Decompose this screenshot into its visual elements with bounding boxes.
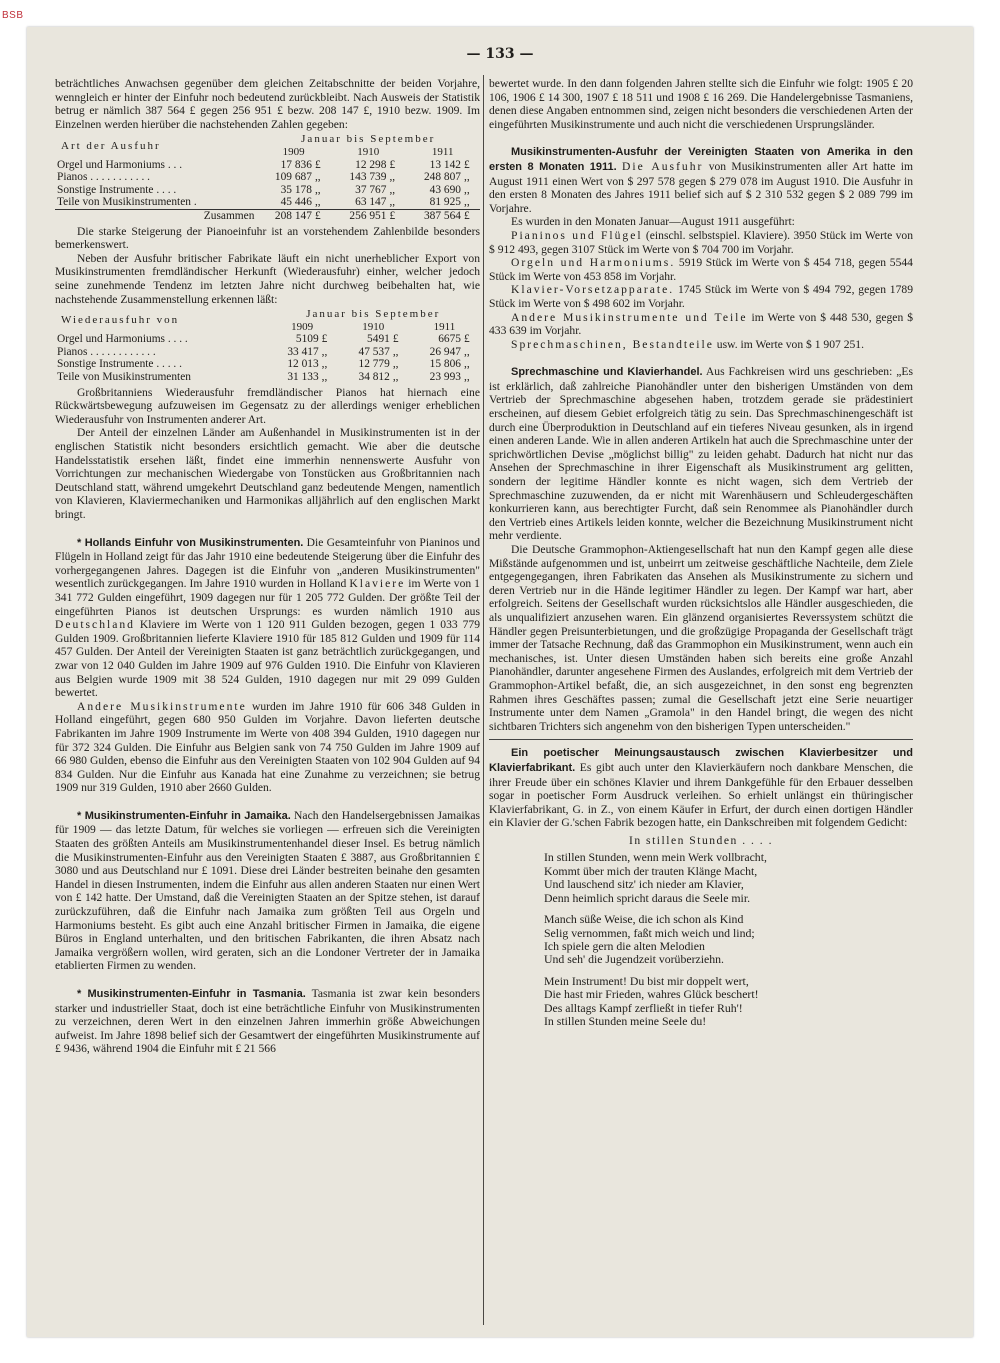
cell: 37 767 — [355, 183, 387, 196]
unit: ,, — [464, 371, 470, 384]
section-jamaika — [55, 809, 480, 973]
unit: ,, — [321, 358, 328, 371]
text: im Werte von 1 341 772 Gulden eingeführt, 1909 dagegen nur für 1 205 772 Gulden. Der größte Teil der eingeführten Pianos ist deutschen Ursprungs: es wurden nämlich 1910 aus — [55, 577, 480, 618]
section-heading: Musikinstrumenten-Ausfuhr der Vereinigten Staaten von Amerika in den ersten 8 Monaten 1911. — [489, 146, 913, 173]
unit: £ — [388, 209, 405, 222]
row-label: Pianos . . . . . . . . . . . — [57, 171, 151, 184]
paragraph: Die starke Steigerung der Pianoeinfuhr ist an vorstehendem Zahlenbilde besonders bemerkenswert. — [55, 224, 480, 252]
cell: 23 993 — [429, 371, 461, 384]
paragraph: Neben der Ausfuhr britischer Fabrikate läuft ein nicht unerheblicher Export von Musikinstrumenten fremdländischer Herkunft (Wiederausfuhr) einher, welcher jedoch seine zunehmende Tendenz im letzten Jahre nicht durchweg beibehalten hat, wie nachstehende Zusammenstellung erkennen läßt: — [55, 251, 480, 306]
row-label: Teile von Musikinstrumenten . — [57, 196, 197, 209]
table-year: 1909 — [282, 145, 305, 158]
row-label: Sonstige Instrumente . . . . — [57, 183, 177, 196]
poem-line: Manch süße Weise, die ich schon als Kind — [544, 912, 744, 927]
unit: ,, — [321, 371, 328, 384]
text: wurden im Jahre 1910 für 606 348 Gulden in Holland eingeführt, gegen 680 950 Gulden im Vorjahre. Davon lieferten deutsche Fabrikanten im Jahre 1909 Instrumente im Werte von 408 394 Gulden, 1910 dagegen nur für 372 324 Gulden. Die Einfuhr aus Belgien sank von 74 750 Gulden im Jahre 1909 auf 66 980 Gulden, ebenso die Einfuhr aus den Vereinigten Staaten von 102 904 Gulden auf 94 834 Gulden. Nur die Einfuhr aus Kanada hat eine Zunahme zu verzeichnen; sie betrug 1909 nur 319 Gulden, 1910 aber 2660 Gulden. — [55, 699, 481, 795]
column-divider — [483, 75, 484, 1325]
poem-line: Ich spiele gern die alten Melodien — [544, 938, 705, 953]
table-row — [55, 333, 480, 346]
table-row — [55, 346, 480, 359]
right-column — [489, 77, 913, 1036]
unit: ,, — [464, 171, 470, 184]
unit: ,, — [464, 358, 470, 371]
row-label: Orgel und Harmoniums . . . . — [57, 333, 188, 346]
poem-line: Die hast mir Frieden, wahres Glück beschert! — [544, 987, 759, 1002]
poem-line: In stillen Stunden meine Seele du! — [544, 1013, 707, 1028]
emphasis: Andere Musikinstrumente und Teile — [511, 310, 748, 324]
unit: ,, — [314, 196, 321, 209]
table-year: 1911 — [431, 145, 454, 158]
poem-line: Mein Instrument! Du bist mir doppelt wert, — [544, 973, 749, 988]
paragraph — [489, 229, 913, 256]
cell: 208 147 — [256, 209, 314, 222]
poem-stanza — [544, 975, 913, 1029]
unit: ,, — [314, 183, 321, 196]
table-year: 1911 — [433, 320, 456, 333]
unit: ,, — [464, 345, 470, 358]
emphasis: Die Ausfuhr — [621, 159, 704, 173]
cell: 43 690 — [429, 183, 461, 196]
export-table — [55, 133, 480, 222]
unit: £ — [314, 209, 331, 222]
unit: ,, — [314, 171, 321, 184]
table-period: Januar bis September — [306, 308, 441, 321]
table-row — [55, 358, 480, 371]
text: usw. im Werte von $ 1 907 251. — [716, 337, 864, 351]
text: Klaviere im Werte von 1 120 911 Gulden bezogen, gegen 1 033 779 Gulden 1909. Großbritannien lieferte Klaviere 1910 für 185 812 Gulden und 1909 für 114 457 Gulden. Der Anteil der Vereinigten Staaten ist ganz beträchtlich zurückgegangen, und zwar von 12 040 Gulden im Jahre 1909 auf 976 Gulden 1910. Die Einfuhr von Klavieren aus Belgien wurde 1909 mit 38 524 Gulden, 1910 dagegen nur mit 29 099 Gulden bewertet. — [55, 618, 481, 700]
cell: 34 812 — [358, 371, 390, 384]
cell: 6675 — [438, 333, 461, 346]
left-column — [55, 77, 480, 1056]
emphasis: Orgeln und Harmoniums. — [511, 256, 676, 270]
unit: ,, — [392, 345, 399, 358]
unit: £ — [321, 333, 328, 346]
table-col-label: Wiederausfuhr von — [61, 314, 180, 327]
table-row — [55, 371, 480, 384]
poem-line: Denn heimlich spricht daraus die Seele mir. — [544, 890, 751, 905]
unit: £ — [464, 333, 470, 346]
cell: 12 013 — [287, 358, 319, 371]
paragraph: Großbritanniens Wiederausfuhr fremdländischer Pianos hat hiernach eine Rückwärtsbewegung aufzuweisen im Gegensatz zu der allerdings weniger erheblichen Wiederausfuhr von Instrumenten anderer Art. — [55, 385, 480, 426]
section-usa-export — [489, 145, 913, 215]
emphasis: Pianinos und Flügel — [511, 228, 643, 242]
paragraph: Der Anteil der einzelnen Länder am Außenhandel in Musikinstrumenten ist in der englischen Statistik nicht besonders ersichtlich gemacht. Wie aber die deutsche Handelsstatistik ersehen läßt, findet eine immerhin nennenswerte Ausfuhr von Vorrichtungen zur mechanischen Wiedergabe von Tonstücken aus Großbritannien nach Deutschland statt, während umgekehrt Deutschland ganz bedeutende Mengen, namentlich von Klavieren, Klaviermechaniken und Harmonikas alljährlich auf den englischen Markt bringt. — [55, 426, 480, 521]
cell: 13 142 — [429, 158, 461, 171]
text: Tasmania ist zwar kein besonders starker und industrieller Staat, doch ist eine beträchtliche Einfuhr von Musikinstrumenten zu verzeichnen, deren Wert in den einzelnen Jahren immerhin größe Abweichungen aufweist. Im Jahre 1898 belief sich der Gesamtwert der eingeführten Musikinstrumente auf £ 9436, während 1904 die Einfuhr mit £ 21 566 — [55, 987, 480, 1056]
cell: 256 951 — [331, 209, 389, 222]
text: Die Gesamteinfuhr von Pianinos und Flügeln in Holland zeigt für das Jahr 1910 eine bedeutende Steigerung über die Einfuhr des vorhergegangenen Jahres. Dagegen ist die Einfuhr von „anderen Musikinstrumenten" wesentlich zurückgegangen. Im Jahre 1910 wurden in Holland — [55, 535, 480, 591]
section-divider — [489, 739, 913, 740]
paragraph — [489, 283, 913, 310]
table-period: Januar bis September — [301, 133, 436, 146]
row-label: Orgel und Harmoniums . . . — [57, 158, 183, 171]
paragraph: Es wurden in den Monaten Januar—August 1911 ausgeführt: — [511, 215, 795, 229]
unit: ,, — [392, 358, 399, 371]
document-page — [27, 27, 973, 1337]
poem-line: In stillen Stunden, wenn mein Werk vollbracht, — [544, 850, 767, 865]
cell: 33 417 — [287, 345, 319, 358]
row-label: Teile von Musikinstrumenten — [57, 371, 191, 384]
unit: ,, — [389, 196, 396, 209]
table-row — [55, 159, 480, 172]
paragraph: bewertet wurde. In den dann folgenden Jahren stellte sich die Einfuhr wie folgt: 1905 £ 20 106, 1906 £ 14 300, 1907 £ 18 511 und 1908 £ 16 269. Die Handelergebnisse Tasmaniens, denen diese Angaben entnommen sind, zeigen nicht besonders die verschiedenen Arten der eingeführten Musikinstrumente und auch nicht die verschiedenen Ursprungsländer. — [489, 77, 913, 131]
poem — [489, 851, 913, 1028]
page-number: — 133 — — [466, 46, 534, 62]
cell: 5109 — [295, 333, 319, 346]
unit: £ — [314, 158, 321, 171]
cell: 63 147 — [355, 196, 387, 209]
paragraph — [489, 311, 913, 338]
poem-line: Des alltags Kampf zerfließt in tiefer Ruh'! — [544, 1000, 743, 1015]
text: 5919 Stück im Werte von $ 454 718, gegen 5544 Stück im Werte von 453 858 im Vorjahr. — [489, 256, 913, 283]
unit: ,, — [321, 345, 328, 358]
unit: ,, — [464, 196, 470, 209]
unit: £ — [464, 158, 470, 171]
section-sprechmaschine — [489, 365, 913, 543]
section-heading: * Hollands Einfuhr von Musikinstrumenten. — [77, 536, 304, 549]
poem-line: Selig vernommen, faßt mich weich und lind; — [544, 925, 755, 940]
cell: 17 836 — [280, 158, 312, 171]
cell: 15 806 — [429, 358, 461, 371]
table-row — [55, 171, 480, 184]
cell: 31 133 — [287, 371, 319, 384]
reexport-table — [55, 308, 480, 384]
table-row — [55, 184, 480, 197]
section-poem-exchange — [489, 746, 913, 830]
paragraph — [489, 338, 913, 352]
emphasis: Klavier-Vorsetzapparate. — [511, 283, 675, 297]
poem-line: Und seh' die Jugendzeit vorüberziehn. — [544, 952, 725, 967]
text: (einschl. selbstspiel. Klaviere). 3950 Stück im Werte von $ 912 493, gegen 3107 Stück im Werte von $ 704 700 im Vorjahr. — [489, 228, 913, 256]
cell: 45 446 — [280, 196, 312, 209]
unit: ,, — [392, 371, 399, 384]
poem-stanza — [544, 851, 913, 905]
poem-stanza — [544, 913, 913, 967]
poem-line: Kommt über mich der trauten Klänge Macht, — [544, 863, 758, 878]
text: von Musikinstrumenten aller Art hatte im August 1911 einen Wert von $ 297 578 gegen $ 279 078 im August 1910. Die Ausfuhr in den ersten 8 Monaten des Jahres 1911 belief sich auf $ 2 310 532 gegen $ 2 089 799 im Vorjahre. — [489, 159, 913, 215]
paragraph — [489, 256, 913, 283]
text: im Werte von $ 448 530, gegen $ 433 639 im Vorjahr. — [489, 310, 914, 338]
unit: £ — [463, 209, 480, 222]
cell: 47 537 — [358, 345, 390, 358]
cell: 12 298 — [355, 158, 387, 171]
unit: ,, — [389, 183, 396, 196]
text: Nach den Handelsergebnissen Jamaikas für 1909 — das letzte Datum, für welches sie vorliegen — erfreuen sich die Vereinigten Staaten des größten Anteils am Musikinstrumentenhandel dieser Insel. Es betrug nämlich die Musikinstrumenten-Einfuhr aus den Vereinigten Staaten £ 3887, aus Großbritannien £ 3080 und aus Deutschland nur £ 1091. Diese drei Länder bestreiten beinahe den gesamten Handel in diesen Instrumenten, indem die Einfuhr aus allen anderen Staaten nur einen Wert von £ 142 hatte. Der Umstand, daß die Vereinigten Staaten an der Spitze stehen, ist darauf zurückzuführen, daß die Einfuhr nach Jamaika zum größten Teil aus Orgeln und Harmoniums besteht. Es gibt auch eine Anzahl britischer Firmen in Jamaika, die eigene Büros in England unterhalten, und den britischen Fabrikanten, die ihren Absatz nach Jamaika vergrößern wollen, wird geraten, sich an die Londoner Vertreter der in Jamaika etablierten Firmen zu wenden. — [55, 808, 481, 973]
emphasis: Sprechmaschinen, Bestandteile — [511, 337, 714, 351]
table-col-label: Art der Ausfuhr — [61, 139, 161, 152]
poem-line: Und lauschend sitz' ich nieder am Klavier, — [544, 877, 744, 892]
cell: 35 178 — [280, 183, 312, 196]
unit: ,, — [389, 171, 396, 184]
cell: 248 807 — [423, 171, 461, 184]
emphasis: Klaviere — [349, 577, 406, 591]
table-year: 1910 — [357, 145, 380, 158]
section-holland — [55, 536, 480, 700]
table-row — [55, 196, 480, 209]
section-heading: * Musikinstrumenten-Einfuhr in Jamaika. — [77, 809, 291, 822]
section-heading: * Musikinstrumenten-Einfuhr in Tasmania. — [77, 988, 306, 1000]
cell: 143 739 — [349, 171, 387, 184]
row-label: Pianos . . . . . . . . . . . . — [57, 345, 156, 358]
cell: 26 947 — [429, 345, 461, 358]
table-year: 1910 — [362, 320, 385, 333]
table-sum-row — [55, 209, 480, 222]
library-stamp: BSB — [2, 10, 24, 21]
cell: 81 925 — [429, 196, 461, 209]
text: 1745 Stück im Werte von $ 494 792, gegen 1789 Stück im Werte von $ 498 602 im Vorjahr. — [489, 283, 913, 310]
unit: £ — [392, 333, 399, 346]
emphasis: Deutschland — [55, 618, 135, 632]
poem-title: In stillen Stunden . . . . — [629, 833, 773, 847]
section-heading: Ein poetischer Meinungsaustausch zwischen Klavierbesitzer und Klavierfabrikant. — [489, 747, 913, 774]
row-label: Zusammen — [55, 209, 256, 222]
cell: 12 779 — [358, 358, 390, 371]
section-tasmania — [55, 987, 480, 1056]
unit: ,, — [464, 183, 470, 196]
paragraph — [55, 700, 480, 795]
cell: 387 564 — [405, 209, 463, 222]
row-label: Sonstige Instrumente . . . . . — [57, 358, 182, 371]
emphasis: Andere Musikinstrumente — [77, 699, 247, 713]
cell: 5491 — [367, 333, 390, 346]
paragraph: beträchtliches Anwachsen gegenüber dem gleichen Zeitabschnitte der beiden Vorjahre, wenngleich er hinter der Einfuhr noch bedeutend zurückbleibt. Nach Ausweis der Statistik betrug er nämlich 387 564 £ gegen 256 951 £ bezw. 208 147 £, 1910 bezw. 1909. Im Einzelnen werden hierüber die nachstehenden Zahlen gegeben: — [55, 77, 480, 131]
cell: 109 687 — [274, 171, 312, 184]
text: Es gibt auch unter den Klavierkäufern noch dankbare Menschen, die ihrer Freude über ein schönes Klavier und ihrem Dankgefühle für den Erbauer desselben sogar in poetischer Form Ausdruck verleihen. So erhielt unlängst ein thüringischer Klavierfabrikant, G. in Z., von einem Käufer in Erfurt, der durch einen dortigen Händler ein Klavier der G.'schen Fabrik bezogen hatte, ein Dankschreiben mit folgendem Gedicht: — [489, 760, 913, 830]
table-year: 1909 — [291, 320, 314, 333]
paragraph: Die Deutsche Grammophon-Aktiengesellschaft hat nun den Kampf gegen alle diese Mißstände aufgenommen und ist, unbeirrt um zeitweise geschäftliche Nachteile, dem Ziele entgegengegangen, ihren Fabrikaten das Ansehen als Musikinstrumente zu sichern und deren Vertrieb nur in die Hände legitimer Händler zu legen. Der Kampf war hart, aber erfolgreich. Seitens der Gesellschaft wurden rücksichtslos alle Händler ausgeschieden, die als unqualifiziert anzusehen waren. Ein glänzend organisiertes Reverssystem schützt die Händler gegen Preisunterbietungen, und die großzügige Propaganda der Gesellschaft trägt immer der Tatsache Rechnung, daß das Grammophon ein Musikinstrument, wenn auch ein mechanisches, ist. Unter diesen Umständen haben sich bereits eine große Anzahl Pianohändler, darunter angesehene Firmen des Auslandes, erfolgreich mit dem Vertrieb der Grammophon-Artikel befaßt, die, an sich ausgezeichnet, in den sonst eng begrenzten Rahmen ihres Geschäftes passen; zumal die Gesellschaft jetzt eine Serie neuartiger Instrumente unter dem Namen „Gramola" in den Handel bringt, die wegen des nicht sichtbaren Trichters sich angenehm von den bisherigen Typen unterscheiden." — [489, 543, 913, 733]
unit: £ — [389, 158, 396, 171]
text: Aus Fachkreisen wird uns geschrieben: „Es ist erklärlich, daß zahlreiche Pianohändler unter den bisherigen Umständen von dem Vertrieb der Sprechmaschine abgesehen haben, trotzdem gerade sie prädestiniert erscheinen, auf diesem Gebiet erfolgreich tätig zu sein. Das Sprechmaschinengeschäft ist durch eine Überproduktion in Deutschland auf ein tieferes Niveau gesunken, als in irgend einen anderen Lande. Wie in allen anderen Artikeln hat auch die Sprechmaschine unter der sprichwörtlichen Devise „möglichst billig" zu leiden gehabt. Dadurch hat nicht nur das Ansehen der Sprechmaschine in ihrer Eigenschaft als Musikinstrument arg gelitten, sondern der legitime Händler konnte es nicht wagen, sich dem Vertrieb der Sprechmaschine zuzuwenden, da er nicht mit Warenhäusern und Schleudergeschäften konkurrieren kann, aus berechtigter Furcht, daß sein Renommee als Pianohändler durch den Vertrieb eines Artikels leiden konnte, welcher die Bezeichnung Musikinstrument nicht mehr verdiente. — [489, 365, 913, 543]
section-heading: Sprechmaschine und Klavierhandel. — [511, 366, 703, 379]
